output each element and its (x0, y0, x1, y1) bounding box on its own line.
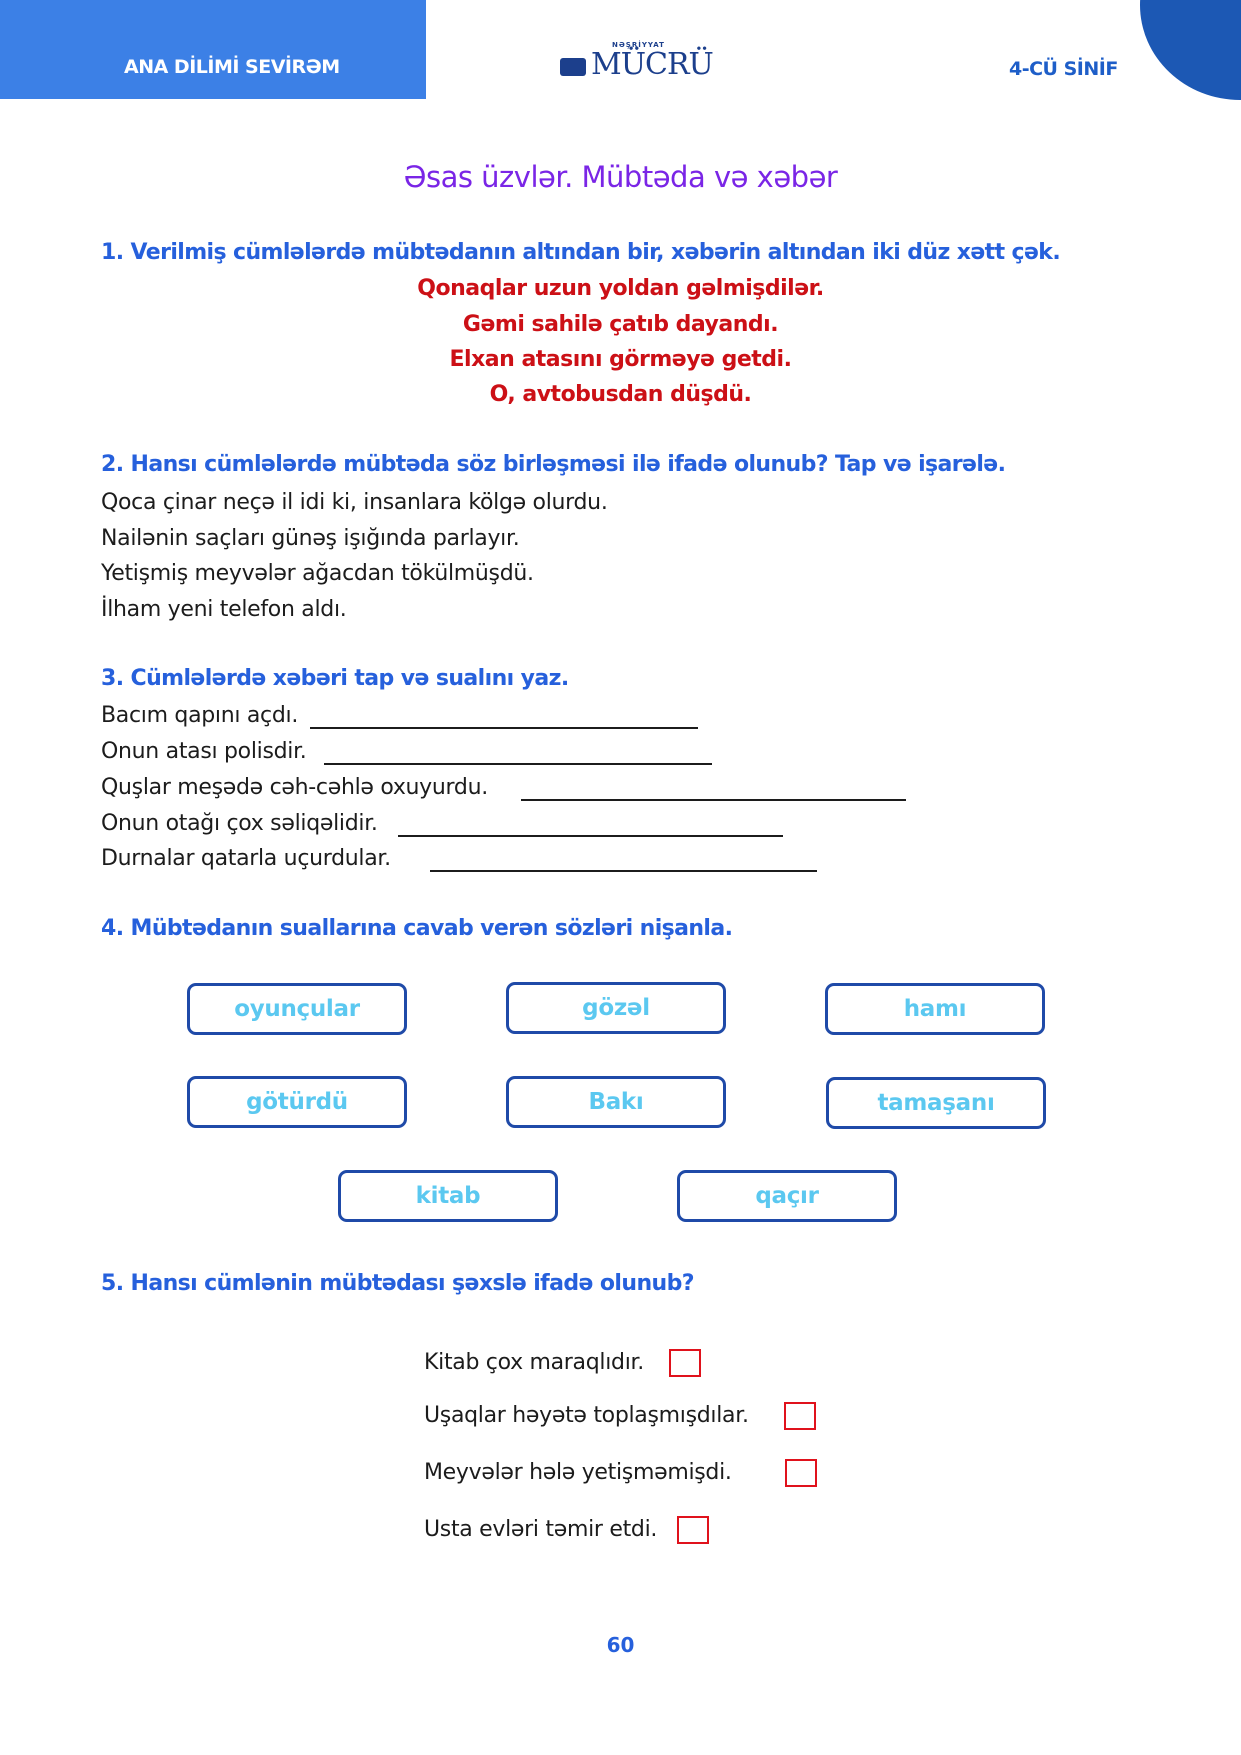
task5-heading: 5. Hansı cümlənin mübtədası şəxslə ifadə olunub? (101, 1271, 694, 1296)
task3-sentence: Bacım qapını açdı. (101, 703, 299, 728)
answer-blank[interactable] (398, 835, 783, 837)
task1-sentence: Gəmi sahilə çatıb dayandı. (462, 312, 779, 337)
word-box[interactable]: gözəl (506, 982, 726, 1034)
word-box[interactable]: oyunçular (187, 983, 407, 1035)
task2-sentence[interactable]: Qoca çinar neçə il idi ki, insanlara kölgə olurdu. (101, 490, 608, 515)
option-checkbox[interactable] (669, 1349, 701, 1377)
logo-subtitle: NƏŞRİYYAT (612, 41, 665, 49)
logo-text: MÜCRÜ (591, 47, 713, 82)
task3-sentence: Onun atası polisdir. (101, 739, 307, 764)
page-title: Əsas üzvlər. Mübtəda və xəbər (403, 160, 838, 194)
task2-heading: 2. Hansı cümlələrdə mübtəda söz birləşməsi ilə ifadə olunub? Tap və işarələ. (101, 452, 1006, 477)
task3-heading: 3. Cümlələrdə xəbəri tap və sualını yaz. (101, 666, 569, 691)
answer-blank[interactable] (310, 727, 698, 729)
page-number: 60 (606, 1633, 635, 1657)
grade-label: 4-CÜ SİNİF (1009, 58, 1118, 80)
corner-decoration (1140, 0, 1241, 100)
task1-sentence: O, avtobusdan düşdü. (489, 382, 752, 407)
logo-emblem-icon (560, 58, 586, 76)
option-checkbox[interactable] (677, 1516, 709, 1544)
task4-heading: 4. Mübtədanın suallarına cavab verən sözləri nişanla. (101, 916, 733, 941)
option-checkbox[interactable] (785, 1459, 817, 1487)
word-box[interactable]: qaçır (677, 1170, 897, 1222)
word-box[interactable]: kitab (338, 1170, 558, 1222)
answer-blank[interactable] (521, 799, 906, 801)
answer-blank[interactable] (430, 870, 817, 872)
word-box[interactable]: hamı (825, 983, 1045, 1035)
task2-sentence[interactable]: Nailənin saçları günəş işığında parlayır. (101, 526, 520, 551)
option-checkbox[interactable] (784, 1402, 816, 1430)
word-box[interactable]: tamaşanı (826, 1077, 1046, 1129)
task1-sentence: Elxan atasını görməyə getdi. (449, 347, 792, 372)
publisher-logo (560, 41, 713, 82)
task1-heading: 1. Verilmiş cümlələrdə mübtədanın altından bir, xəbərin altından iki düz xətt çək. (101, 240, 1061, 265)
book-title: ANA DİLİMİ SEVİRƏM (124, 56, 340, 78)
option-label: Usta evləri təmir etdi. (424, 1517, 658, 1542)
option-label: Meyvələr hələ yetişməmişdi. (424, 1460, 732, 1485)
task3-sentence: Durnalar qatarla uçurdular. (101, 846, 391, 871)
option-label: Kitab çox maraqlıdır. (424, 1350, 644, 1375)
task1-sentence: Qonaqlar uzun yoldan gəlmişdilər. (417, 276, 824, 301)
word-box[interactable]: Bakı (506, 1076, 726, 1128)
task2-sentence[interactable]: Yetişmiş meyvələr ağacdan tökülmüşdü. (101, 561, 534, 586)
header-band (0, 0, 426, 99)
task3-sentence: Onun otağı çox səliqəlidir. (101, 811, 378, 836)
task2-sentence[interactable]: İlham yeni telefon aldı. (101, 597, 347, 622)
word-box[interactable]: götürdü (187, 1076, 407, 1128)
task3-sentence: Quşlar meşədə cəh-cəhlə oxuyurdu. (101, 775, 488, 800)
answer-blank[interactable] (324, 763, 712, 765)
option-label: Uşaqlar həyətə toplaşmışdılar. (424, 1403, 749, 1428)
